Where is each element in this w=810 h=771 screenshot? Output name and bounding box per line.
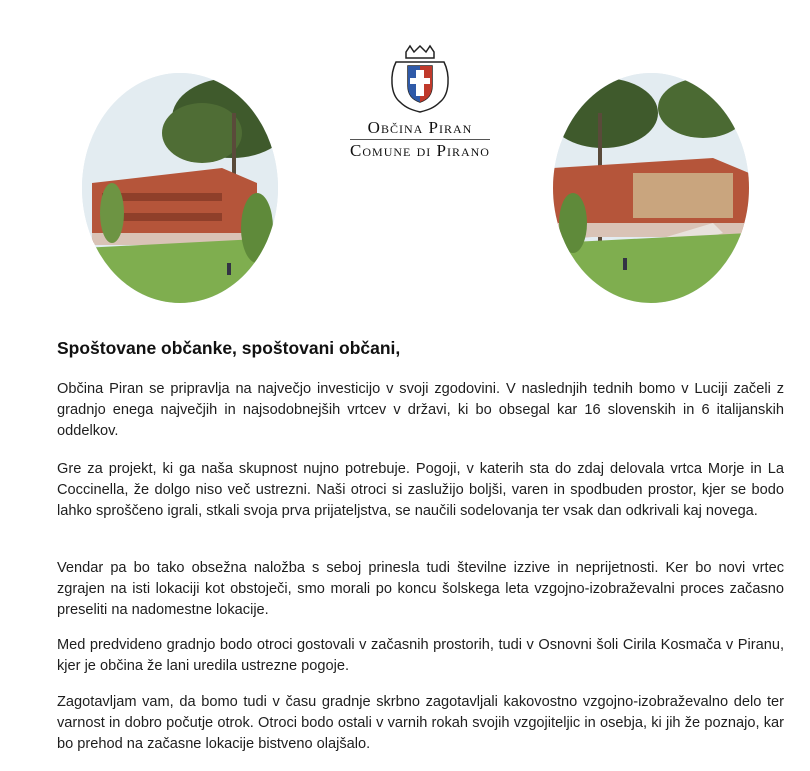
logo-title-italian: Comune di Pirano	[350, 141, 490, 160]
kindergarten-rendering-right	[553, 73, 749, 303]
coat-of-arms-icon	[386, 44, 454, 114]
letter-paragraph: Vendar pa bo tako obsežna naložba s seboj prinesla tudi številne izzive in neprijetnosti. Ker bo novi vrtec zgrajen na isti lokaciji kot obstoječi, smo morali po koncu šolskega leta vzgojno-izobraževalni proces začasno preseliti na nadomestne lokacije.	[57, 560, 784, 618]
letter-paragraph: Gre za projekt, ki ga naša skupnost nujno potrebuje. Pogoji, v katerih sta do zdaj delovala vrtca Morje in La Coccinella, že dolgo niso več ustrezni. Naši otroci si zaslužijo boljši, varen in spodbuden prostor, kjer se bodo lahko sproščeno igrali, stkali svoja prva prijateljstva, se naučili sodelovanja ter vsak dan odkrivali kaj novega.	[57, 461, 784, 519]
municipality-logo	[330, 44, 510, 164]
letter-paragraph: Zagotavljam vam, da bomo tudi v času gradnje skrbno zagotavljali kakovostno vzgojno-izobraževalno delo ter varnost in dobro počutje otrok. Otroci bodo ostali v varnih rokah svojih vzgojiteljic in osebja, ki jih že poznajo, kar bo prehod na začasne lokacije bistveno olajšalo.	[57, 694, 784, 752]
letter-greeting: Spoštovane občanke, spoštovani občani,	[57, 338, 401, 358]
letter-paragraph: Med predvideno gradnjo bodo otroci gostovali v začasnih prostorih, tudi v Osnovni šoli Cirila Kosmača v Piranu, kjer je občina že lani uredila ustrezne pogoje.	[57, 637, 784, 674]
logo-divider	[350, 139, 490, 140]
logo-title-slovene: Občina Piran	[367, 118, 473, 137]
letter-paragraph: Občina Piran se pripravlja na največjo investicijo v svoji zgodovini. V naslednjih tednih bomo v Luciji začeli z gradnjo enega največjih in najsodobnejših vrtcev v državi, ki bo obsegal kar 16 slovenskih in 6 italijanskih oddelkov.	[57, 381, 784, 439]
kindergarten-rendering-left	[82, 73, 278, 303]
